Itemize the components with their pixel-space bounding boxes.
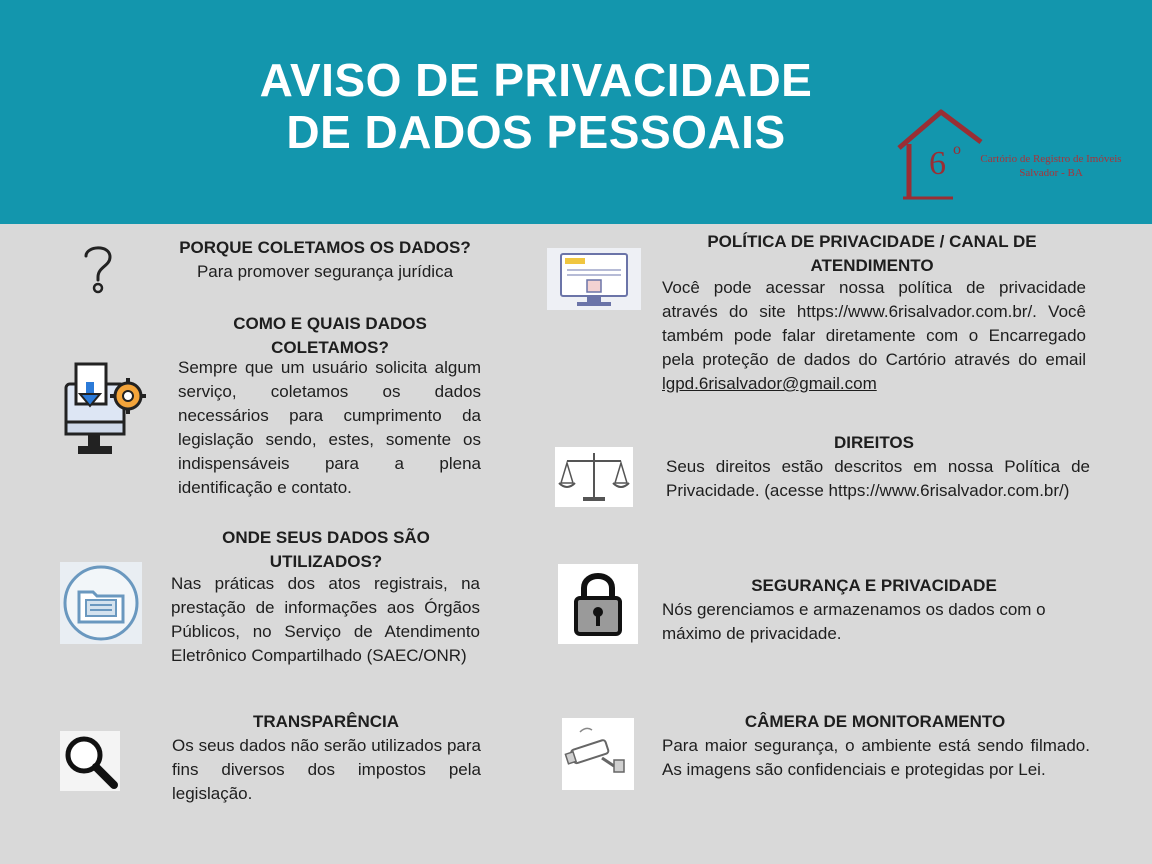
section-title-politica bbox=[662, 230, 1082, 278]
section-title-como-line-2: COLETAMOS? bbox=[271, 338, 389, 357]
title-line-2: DE DADOS PESSOAIS bbox=[286, 106, 786, 158]
section-body-como: Sempre que um usuário solicita algum serviço, coletamos os dados necessários para cumprimento da legislação sendo, estes, somente os indispensáveis para a plena identificação e contato. bbox=[178, 358, 481, 497]
section-title-direitos: DIREITOS bbox=[834, 433, 914, 452]
section-title-onde-line-2: UTILIZADOS? bbox=[269, 552, 383, 571]
security-camera-icon bbox=[562, 718, 634, 790]
section-title-politica-line-2: ATENDIMENTO bbox=[810, 256, 934, 275]
logo-line-2: Salvador - BA bbox=[1019, 167, 1083, 179]
page-title bbox=[180, 54, 892, 158]
section-title-transparencia: TRANSPARÊNCIA bbox=[252, 712, 400, 731]
section-title-onde bbox=[172, 526, 480, 574]
section-title-como-line-1: COMO E QUAIS DADOS bbox=[233, 314, 427, 333]
logo-text bbox=[966, 152, 1136, 180]
section-body-camera: Para maior segurança, o ambiente está sendo filmado. As imagens são confidenciais e protegidas por Lei. bbox=[662, 736, 1090, 779]
section-body-seguranca: Nós gerenciamos e armazenamos os dados com o máximo de privacidade. bbox=[662, 600, 1046, 643]
padlock-icon bbox=[558, 564, 638, 644]
logo-degree: o bbox=[953, 141, 961, 158]
privacy-monitor-icon bbox=[547, 248, 641, 310]
logo-line-1: Cartório de Registro de Imóveis bbox=[980, 153, 1122, 165]
section-title-onde-line-1: ONDE SEUS DADOS SÃO bbox=[222, 528, 430, 547]
question-mark-icon bbox=[76, 240, 120, 296]
magnifier-icon bbox=[60, 731, 120, 791]
section-body-politica-text: Você pode acessar nossa política de privacidade através do site https://www.6risalvador.com.br/. Você também pode falar diretamente com o Encarregado pela proteção de dados do Cartório através do email bbox=[662, 278, 1086, 369]
section-body-porque: Para promover segurança jurídica bbox=[196, 262, 454, 281]
section-title-seguranca: SEGURANÇA E PRIVACIDADE bbox=[751, 576, 997, 595]
logo-numeral: 6 bbox=[929, 145, 946, 182]
section-title-porque: PORQUE COLETAMOS OS DADOS? bbox=[179, 238, 471, 257]
section-body-onde: Nas práticas dos atos registrais, na prestação de informações aos Órgãos Públicos, no Serviço de Atendimento Eletrônico Compartilhado (SAEC/ONR) bbox=[171, 574, 480, 665]
section-body-transparencia: Os seus dados não serão utilizados para fins diversos dos impostos pela legislação. bbox=[172, 736, 481, 803]
section-body-direitos: Seus direitos estão descritos em nossa Política de Privacidade. (acesse https://www.6risalvador.com.br/) bbox=[666, 457, 1090, 500]
section-title-como bbox=[176, 312, 484, 360]
scales-icon bbox=[555, 447, 633, 507]
computer-download-gear-icon bbox=[64, 362, 146, 458]
email-link[interactable]: lgpd.6risalvador@gmail.com bbox=[662, 374, 877, 393]
header-banner bbox=[0, 0, 1152, 224]
title-line-1: AVISO DE PRIVACIDADE bbox=[259, 54, 813, 106]
folder-icon bbox=[60, 562, 142, 644]
section-body-politica bbox=[662, 276, 1086, 396]
section-title-politica-line-1: POLÍTICA DE PRIVACIDADE / CANAL DE bbox=[707, 232, 1037, 251]
section-title-camera: CÂMERA DE MONITORAMENTO bbox=[744, 712, 1006, 731]
